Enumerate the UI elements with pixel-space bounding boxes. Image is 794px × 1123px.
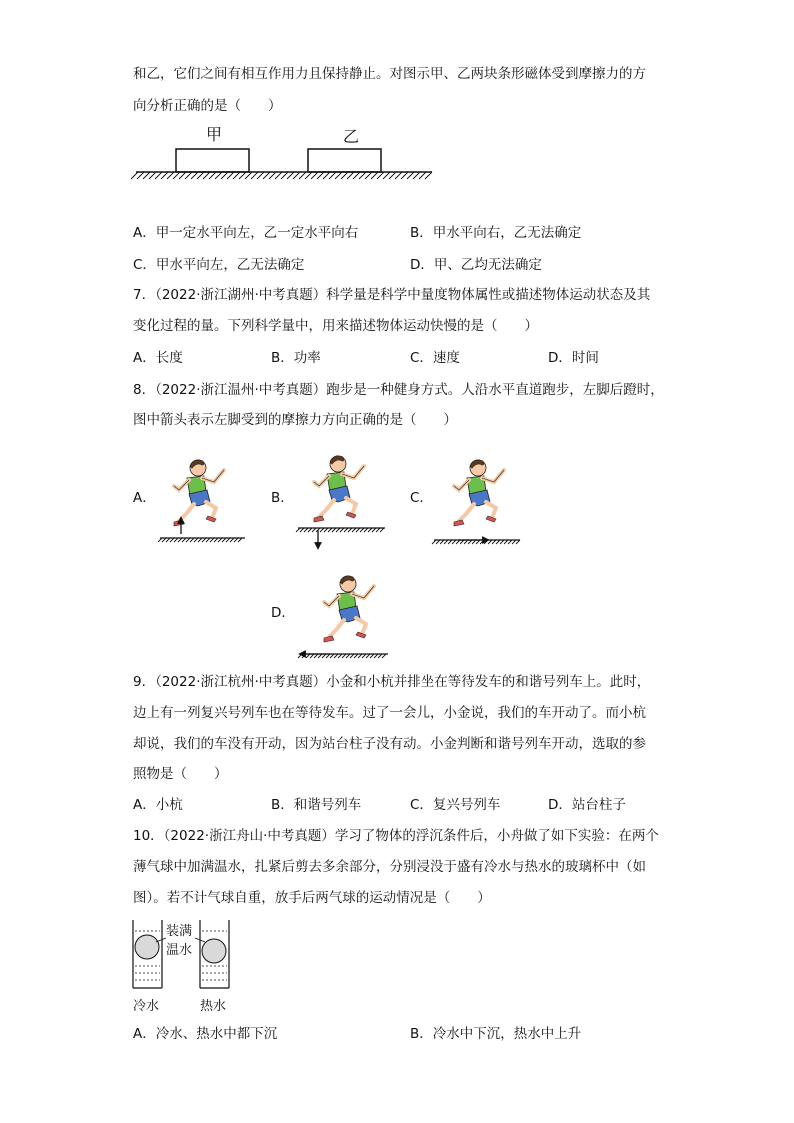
q9-stem-line1: 9．（2022·浙江杭州·中考真题）小金和小杭并排坐在等待发车的和谐号列车上。此时， [133, 674, 651, 690]
q7-option-d[interactable]: D．时间 [548, 350, 599, 366]
q9-stem-line4: 照物是（ ） [133, 766, 228, 782]
q10-stem-line2: 薄气球中加满温水，扎紧后剪去多余部分，分别浸没于盛有冷水与热水的玻璃杯中（如 [133, 859, 646, 875]
q10-label-bottom: 温水 [166, 943, 193, 958]
balloon-cold [135, 935, 159, 959]
q9-stem-line3: 却说，我们的车没有开动，因为站台柱子没有动。小金判断和谐号列车开动，选取的参 [133, 736, 646, 752]
q10-stem-line1: 10．（2022·浙江舟山·中考真题）学习了物体的浮沉条件后，小舟做了如下实验：在两个 [133, 828, 659, 844]
q10-stem-line3: 图）。若不计气球自重，放手后两气球的运动情况是（ ） [133, 890, 491, 906]
q6-label-yi: 乙 [343, 127, 360, 146]
q6-stem-line1: 和乙，它们之间有相互作用力且保持静止。对图示甲、乙两块条形磁体受到摩擦力的方 [133, 66, 646, 82]
q8-option-c[interactable]: C． [410, 490, 433, 506]
q9-stem-line2: 边上有一列复兴号列车也在等待发车。过了一会儿，小金说，我们的车开动了。而小杭 [133, 705, 646, 721]
balloon-hot [202, 939, 226, 963]
q6-option-b[interactable]: B．甲水平向右，乙无法确定 [410, 225, 582, 241]
q7-option-b[interactable]: B．功率 [271, 350, 321, 366]
q8-stem-line1: 8．（2022·浙江温州·中考真题）跑步是一种健身方式。人沿水平直道跑步，左脚后蹬时， [133, 382, 664, 398]
q10-option-b[interactable]: B．冷水中下沉，热水中上升 [410, 1026, 582, 1042]
q10-label-cold: 冷水 [133, 999, 160, 1014]
q7-stem-line2: 变化过程的量。下列科学量中，用来描述物体运动快慢的是（ ） [133, 318, 538, 334]
q8-option-b[interactable]: B． [271, 490, 294, 506]
beaker-hot [200, 920, 229, 988]
q6-label-jia: 甲 [206, 125, 223, 144]
q8-stem-line2: 图中箭头表示左脚受到的摩擦力方向正确的是（ ） [133, 412, 457, 428]
q9-option-b[interactable]: B．和谐号列车 [271, 797, 362, 813]
q6-option-a[interactable]: A．甲一定水平向左，乙一定水平向右 [133, 225, 359, 241]
q9-option-d[interactable]: D．站台柱子 [548, 797, 626, 813]
q10-label-hot: 热水 [200, 999, 227, 1014]
q9-option-a[interactable]: A．小杭 [133, 797, 183, 813]
q6-stem-line2: 向分析正确的是（ ） [133, 98, 282, 114]
q6-option-d[interactable]: D．甲、乙均无法确定 [410, 257, 542, 273]
q8-option-a[interactable]: A． [133, 490, 156, 506]
q9-option-c[interactable]: C．复兴号列车 [410, 797, 501, 813]
q7-option-c[interactable]: C．速度 [410, 350, 460, 366]
q7-option-a[interactable]: A．长度 [133, 350, 183, 366]
q8-option-d[interactable]: D． [271, 605, 295, 621]
pointer-left [156, 938, 166, 942]
q10-option-a[interactable]: A．冷水、热水中都下沉 [133, 1026, 278, 1042]
q7-stem-line1: 7．（2022·浙江湖州·中考真题）科学量是科学中量度物体属性或描述物体运动状态及其 [133, 287, 651, 303]
q6-option-c[interactable]: C．甲水平向左，乙无法确定 [133, 257, 305, 273]
beaker-cold [133, 920, 162, 988]
q10-label-top: 装满 [166, 924, 193, 939]
